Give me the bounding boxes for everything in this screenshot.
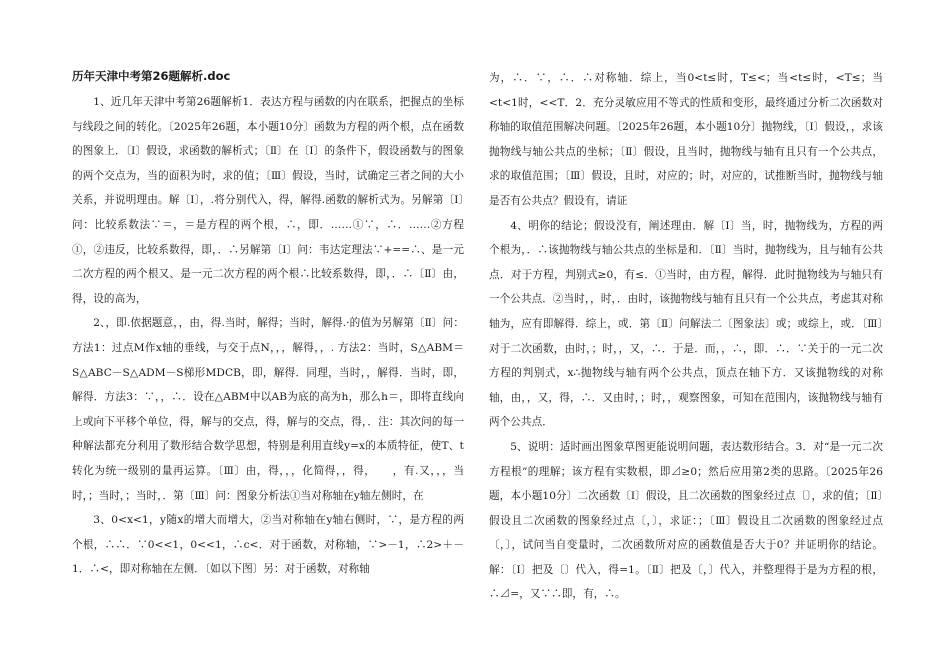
paragraph-1: 1、近几年天津中考第26题解析1．表达方程与函数的内在联系，把握点的坐标与线段之间的转化。〔2025年26题，本小题10分〕函数为方程的两个根，点在函数的图象上．〔Ⅰ〕假设，求函数的解析式；〔Ⅱ〕在〔Ⅰ〕的条件下，假设函数与的图象的两个交点为，当的面积为时，求的值；〔Ⅲ〕假设，当时，试确定三者之间的大小关系，并说明理由。解〔Ⅰ〕，.将分别代入，得，解得.函数的解析式为。另解第〔Ⅰ〕问：比较系数法∵＝，＝是方程的两个根，∴，即．……①∵，∴．……②方程①，②违反，比较系数得，即，．∴另解第〔Ⅰ〕问：韦达定理法∵+==∴、是一元二次方程的两个根又、是一元二次方程的两个根∴比较系数得，即，．∴〔Ⅱ〕由，得，设的高为， bbox=[72, 96, 464, 305]
paragraph-4: 4、明你的结论；假设没有，阐述理由．解〔Ⅰ〕当，时，抛物线为，方程的两个根为，．∴该抛物线与轴公共点的坐标是和．〔Ⅱ〕当时，抛物线为，且与轴有公共点．对于方程，判别式≥0，有≤．①当时，由方程，解得．此时抛物线为与轴只有一个公共点．②当时，，时，．由时，该抛物线与轴有且只有一个公共点，考虑其对称轴为，应有即解得．综上，或．第〔Ⅱ〕问解法二〔图象法〕或；或综上，或．〔Ⅲ〕对于二次函数，由时，；时，，又，∴．于是．而，，∴，即．∴．∵关于的一元二次方程的判别式，x∴抛物线与轴有两个公共点，顶点在轴下方．又该抛物线的对称轴，由，，又，得，∴．又由时，；时，，观察图象，可知在范围内，该抛物线与轴有两个公共点． bbox=[489, 219, 883, 429]
paragraph-3-continued: 为，∴．∵，∴．∴对称轴．综上，当0<t≤时，T≤<；当<t≤时，<T≤；当<t<1时，<<T．2．充分灵敏应用不等式的性质和变形，最终通过分析二次函数对称轴的取值范围解决问题。〔2025年26题，本小题10分〕抛物线，〔Ⅰ〕假设，，求该抛物线与轴公共点的坐标；〔Ⅱ〕假设，且当时，抛物线与轴有且只有一个公共点，求的取值范围；〔Ⅲ〕假设，且时，对应的；时，对应的，试推断当时，抛物线与轴是否有公共点？假设有，请证 bbox=[489, 72, 883, 207]
document-title: 历年天津中考第26题解析.doc bbox=[72, 69, 231, 83]
paragraph-5: 5、说明：适时画出图象草图更能说明问题，表达数形结合。3．对“是一元二次方程根”的理解；该方程有实数根，即⊿≥0；然后应用第2类的思路。〔2025年26题，本小题10分〕二次函数〔Ⅰ〕假设，且二次函数的图象经过点〔〕，求的值；〔Ⅱ〕假设且二次函数的图象经过点〔，〕，求证：；〔Ⅲ〕假设且二次函数的图象经过点〔，〕，试问当自变量时，二次函数所对应的函数值是否大于0？并证明你的结论。解：〔Ⅰ〕把及〔〕代入，得=1。〔Ⅱ〕把及〔，〕代入，并整理得于是为方程的根，∴⊿=，又∵∴即，有，∴。 bbox=[489, 440, 883, 601]
paragraph-3: 3、0<x<1，y随x的增大而增大，②当对称轴在y轴右侧时，∵，是方程的两个根，∴∴．∵0<<1，0<<1，∴c<．对于函数，对称轴，∵>－1，∴2>＋－1．∴<，即对称轴在左侧．〔如以下图〕另：对于函数，对称轴 bbox=[72, 514, 464, 576]
right-column bbox=[489, 66, 883, 607]
paragraph-2: 2、，即.依据题意，，由，得.当时，解得；当时，解得.·的值为另解第〔Ⅱ〕问：方法1：过点M作x轴的垂线，与交于点N，，，解得，，. 方法2：当时，S△ABM＝S△ABC－S△ADM－S梯形MDCB，即，解得．同理，当时，，解得．当时，即，解得．方法3：∵，，∴．设在△ABM中以AB为底的高为h，那么h＝，即将直线向上或向下平移个单位，得，解与的交点，得，解与的交点，得，．注：其次问的每一种解法都充分利用了数形结合数学思想，特别是利用直线y=x的本质特征，使T、t转化为统一级别的量再运算。〔Ⅲ〕由，得，，，化简得，，得， ，有.又，，，当时，；当时，；当时，．第〔Ⅲ〕问：图象分析法①当对称轴在y轴左侧时，在 bbox=[72, 317, 464, 502]
left-column bbox=[72, 64, 464, 582]
